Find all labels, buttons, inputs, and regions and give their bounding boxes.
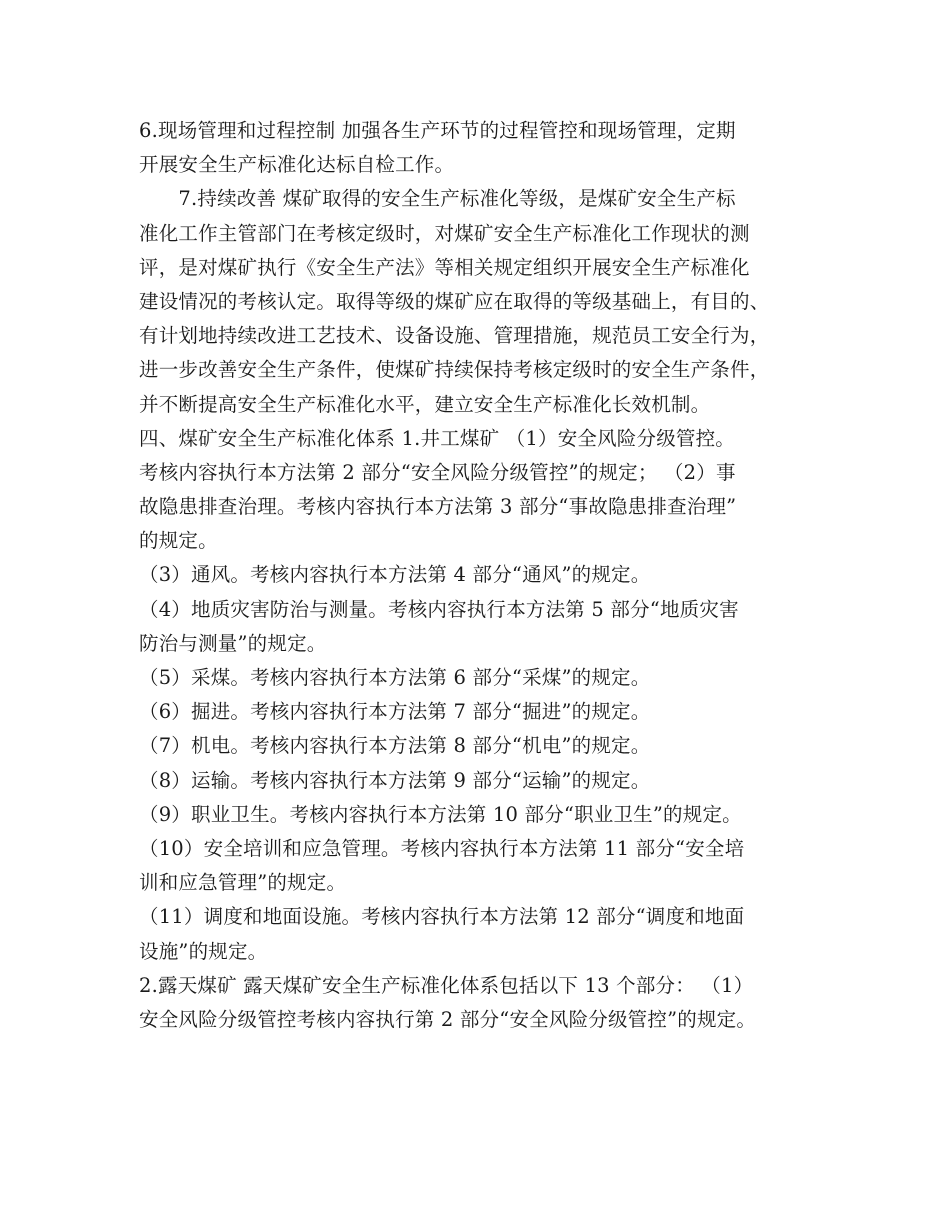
text-line: 四、煤矿安全生产标准化体系 1.井工煤矿 （1）安全风险分级管控。 xyxy=(139,426,736,450)
text-line: 建设情况的考核认定。取得等级的煤矿应在取得的等级基础上，有目的、 xyxy=(139,289,770,313)
text-line: 有计划地持续改进工艺技术、设备设施、管理措施，规范员工安全行为， xyxy=(139,324,770,348)
text-line: （10）安全培训和应急管理。考核内容执行本方法第 11 部分“安全培 xyxy=(139,836,745,860)
text-line: （9）职业卫生。考核内容执行本方法第 10 部分“职业卫生”的规定。 xyxy=(139,802,742,826)
text-line: （7）机电。考核内容执行本方法第 8 部分“机电”的规定。 xyxy=(139,734,651,758)
text-line: （4）地质灾害防治与测量。考核内容执行本方法第 5 部分“地质灾害 xyxy=(139,597,739,621)
text-line: 开展安全生产标准化达标自检工作。 xyxy=(139,153,455,177)
text-line: 安全风险分级管控考核内容执行第 2 部分“安全风险分级管控”的规定。 xyxy=(139,1007,757,1031)
text-line: （6）掘进。考核内容执行本方法第 7 部分“掘进”的规定。 xyxy=(139,700,651,724)
text-line: 评，是对煤矿执行《安全生产法》等相关规定组织开展安全生产标准化 xyxy=(139,255,750,279)
text-line: （11）调度和地面设施。考核内容执行本方法第 12 部分“调度和地面 xyxy=(139,905,745,929)
text-line: 考核内容执行本方法第 2 部分“安全风险分级管控”的规定； （2）事 xyxy=(139,460,736,484)
text-line: 并不断提高安全生产标准化水平，建立安全生产标准化长效机制。 xyxy=(139,392,711,416)
text-line: 训和应急管理”的规定。 xyxy=(139,871,347,895)
text-line: 6.现场管理和过程控制 加强各生产环节的过程管控和现场管理，定期 xyxy=(139,119,736,142)
text-line: 设施”的规定。 xyxy=(139,939,268,963)
text-line: 的规定。 xyxy=(139,529,218,553)
document-body xyxy=(139,114,829,1037)
text-line: （3）通风。考核内容执行本方法第 4 部分“通风”的规定。 xyxy=(139,563,651,587)
text-line: 故隐患排查治理。考核内容执行本方法第 3 部分“事故隐患排查治理” xyxy=(139,495,737,519)
text-line: （8）运输。考核内容执行本方法第 9 部分“运输”的规定。 xyxy=(139,768,651,792)
text-line: 2.露天煤矿 露天煤矿安全生产标准化体系包括以下 13 个部分： （1） xyxy=(139,973,754,997)
text-line: 进一步改善安全生产条件，使煤矿持续保持考核定级时的安全生产条件， xyxy=(139,358,770,382)
text-line: 7.持续改善 煤矿取得的安全生产标准化等级，是煤矿安全生产标 xyxy=(139,187,736,211)
text-line: （5）采煤。考核内容执行本方法第 6 部分“采煤”的规定。 xyxy=(139,666,651,689)
text-line: 准化工作主管部门在考核定级时，对煤矿安全生产标准化工作现状的测 xyxy=(139,221,750,245)
text-line: 防治与测量”的规定。 xyxy=(139,631,327,655)
